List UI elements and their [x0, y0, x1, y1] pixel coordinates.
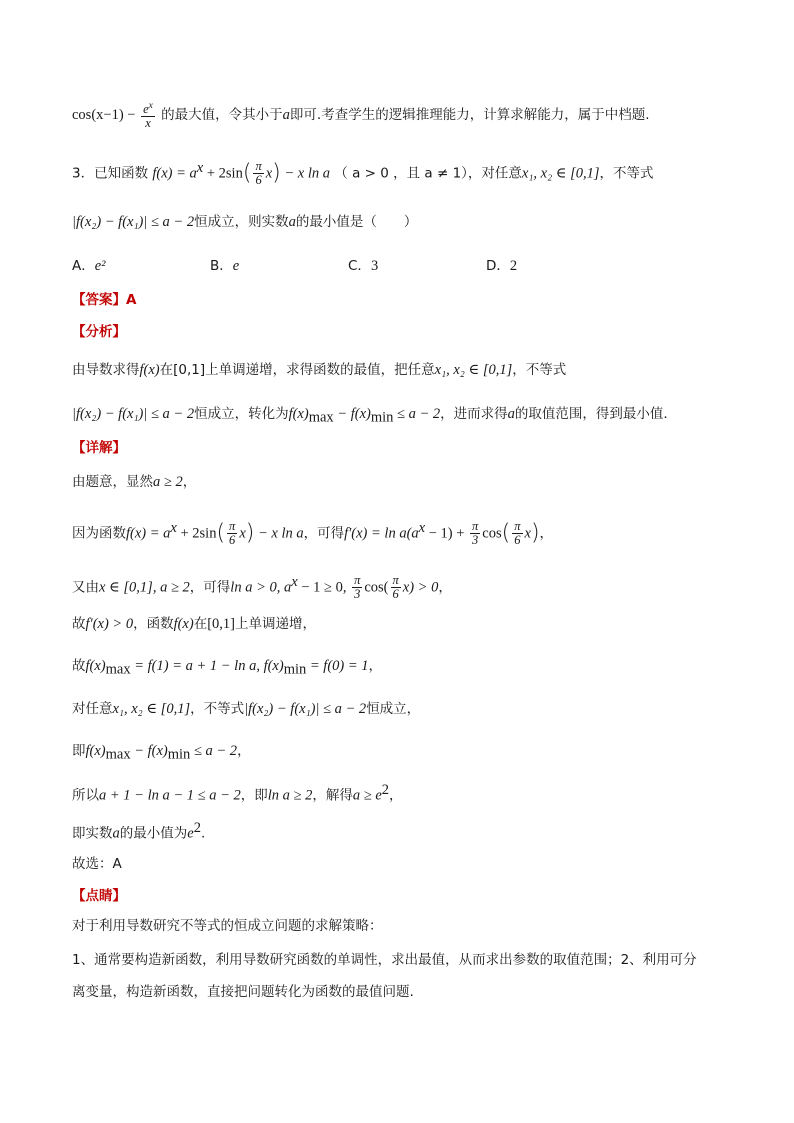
comment-line-1: 对于利用导数研究不等式的恒成立问题的求解策略： [72, 918, 383, 934]
answer-value: A [126, 292, 137, 308]
detail-line-9: 即实数a的最小值为$e^2$. [72, 820, 206, 842]
detail-line-6: 对任意x₁, x₂ ∈ [0,1]，不等式|f(x₂) − f(x₁)| ≤ a − 2恒成立， [72, 701, 421, 717]
analysis-line-2: |f(x₂) − f(x₁)| ≤ a − 2恒成立，转化为$f(x)_{max} - f(x)_{min} \le a - 2$，进而求得a的取值范围，得到最小值. [72, 406, 668, 426]
comment-line-2: 1、通常要构造新函数，利用导数研究函数的单调性，求出最值，从而求出参数的取值范围；2、利用可分 [72, 952, 697, 968]
detail-line-5: 故$f(x)_{max} = f(1) = a + 1 - \ln a$, $f(x)_{min} = f(0) = 1$， [72, 658, 383, 678]
option-c[interactable]: C．3 [348, 258, 379, 274]
question-stem-2: |f(x₂) − f(x₁)| ≤ a − 2恒成立，则实数a的最小值是（ ） [72, 214, 418, 230]
answer-tag: 【答案】 [72, 292, 126, 308]
analysis-tag: 【分析】 [72, 324, 126, 340]
answer-line [72, 290, 754, 310]
comment-line-3: 离变量，构造新函数，直接把问题转化为函数的最值问题. [72, 984, 414, 1000]
detail-line-2: 因为函数$f(x) = a^x + 2\sin$( $\frac{\pi}{6}$ x) − x ln a，可得$f'(x) = \ln a(a^x - 1)$ + $\frac{\pi}{3}$ cos( $\frac{\pi}{6}$ x)， [72, 519, 554, 547]
analysis-line-1: 由导数求得f(x)在[0,1]上单调递增，求得函数的最值，把任意x₁, x₂ ∈ [0,1]，不等式 [72, 362, 567, 378]
detail-line-1: 由题意，显然a ≥ 2， [72, 474, 197, 490]
option-d[interactable]: D．2 [486, 258, 518, 274]
math-expr: cos(x−1) − [72, 107, 140, 124]
detail-line-4: 故f′(x) > 0，函数f(x)在[0,1]上单调递增， [72, 616, 316, 632]
question-number: 3． [72, 165, 95, 182]
comment-tag: 【点睛】 [72, 888, 126, 904]
intro-line: cos(x−1) − $\frac{e^x}{x}$ 的最大值，令其小于a即可.考查学生的逻辑推理能力，计算求解能力，属于中档题. [72, 101, 650, 131]
detail-tag: 【详解】 [72, 440, 126, 456]
choose-line: 故选：A [72, 856, 122, 872]
fraction: $\frac{e^x}{x}$ [143, 101, 153, 131]
question-stem: 3．已知函数 $f(x) = a^x + 2\sin$( $\frac{\pi}{6}$ x) − x ln a （ a > 0 ，且 a ≠ 1），对任意x₁, x₂ ∈ [0,1]，不等式 [72, 159, 654, 187]
detail-line-7: 即$f(x)_{max} - f(x)_{min} \le a - 2$， [72, 743, 251, 763]
option-a[interactable]: A．e² [72, 258, 106, 274]
detail-line-3: 又由x ∈ [0,1], a ≥ 2，可得ln a > 0, $a^x - 1 \ge 0$, $\frac{\pi}{3}$ cos( $\frac{\pi}{6}$ x) > 0， [72, 573, 452, 601]
option-b[interactable]: B．e [210, 258, 240, 274]
detail-line-8: 所以a + 1 − ln a − 1 ≤ a − 2，即ln a ≥ 2，解得$a \ge e^2$， [72, 782, 403, 804]
